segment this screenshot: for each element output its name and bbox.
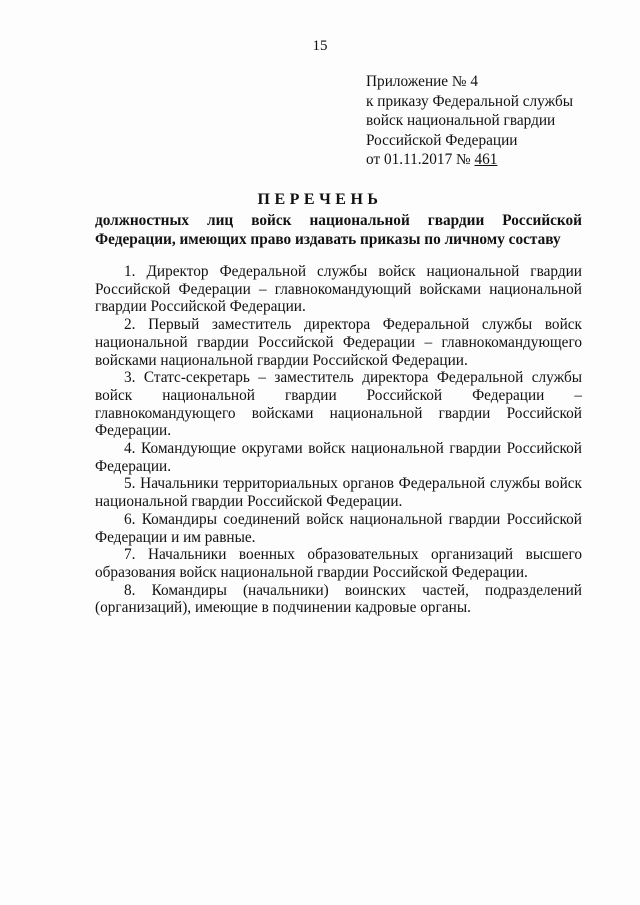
appendix-order-ref: к приказу Федеральной службы	[366, 92, 574, 110]
list-item-1: 1. Директор Федеральной службы войск национальной гвардии Российской Федерации – главнокомандующий войсками национальной гвардии Российской Федерации.	[95, 263, 582, 316]
appendix-header	[366, 72, 616, 170]
list-title: ПЕРЕЧЕНЬ	[257, 191, 383, 208]
list-subtitle-line-2: Федерации, имеющих право издавать приказы по личному составу	[95, 231, 561, 249]
page-number: 15	[312, 38, 328, 54]
list-subtitle	[95, 211, 582, 249]
appendix-date-line	[366, 150, 616, 170]
list-item-3: 3. Статс-секретарь – заместитель директора Федеральной службы войск национальной гвардии Российской Федерации – главнокомандующего войсками национальной гвардии Российской Федерации.	[95, 369, 582, 440]
positions-list	[95, 263, 582, 617]
list-subtitle-line-1: должностных лиц войск национальной гвардии Российской	[95, 212, 582, 229]
list-item-8: 8. Командиры (начальники) воинских частей, подразделений (организаций), имеющие в подчинении кадровые органы.	[95, 581, 582, 617]
list-item-4: 4. Командующие округами войск национальной гвардии Российской Федерации.	[95, 440, 582, 475]
list-item-7: 7. Начальники военных образовательных организаций высшего образования войск национальной гвардии Российской Федерации.	[95, 546, 582, 581]
appendix-country: Российской Федерации	[366, 131, 518, 149]
list-item-2: 2. Первый заместитель директора Федеральной службы войск национальной гвардии Российской Федерации – главнокомандующего войсками национальной гвардии Российской Федерации.	[95, 316, 582, 369]
list-item-6: 6. Командиры соединений войск национальной гвардии Российской Федерации и им равные.	[95, 510, 582, 546]
appendix-title: Приложение № 4	[366, 73, 478, 90]
order-number: 461	[474, 151, 498, 169]
list-item-5: 5. Начальники территориальных органов Федеральной службы войск национальной гвардии Российской Федерации.	[95, 475, 582, 511]
appendix-agency: войск национальной гвардии	[366, 112, 556, 130]
appendix-date: от 01.11.2017 №	[366, 151, 475, 169]
